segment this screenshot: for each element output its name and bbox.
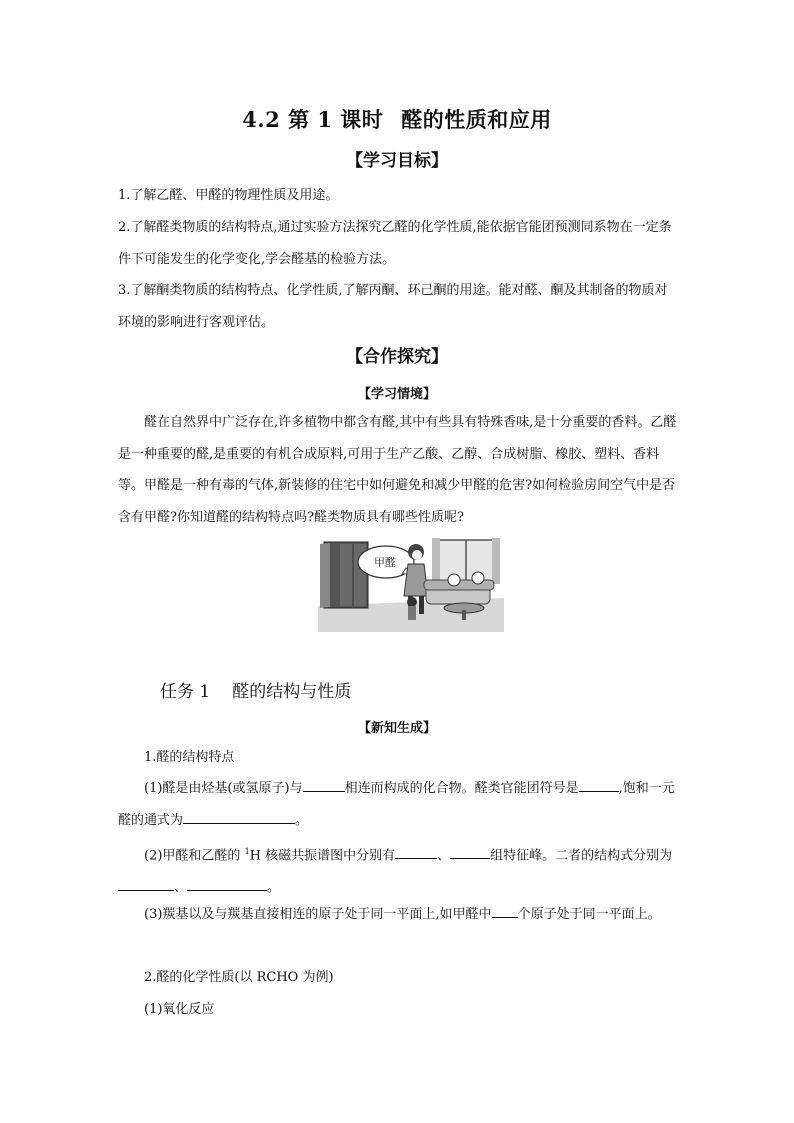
section-1-item-2: (2)甲醛和乙醛的 $^1$H 核磁共振谱图中分别有 、 组特征峰。二者的结构式分别为、 。	[118, 836, 678, 903]
task-label: 任务 1	[160, 682, 211, 702]
objectives-heading: 【学习目标】	[346, 151, 448, 171]
new-knowledge-heading: 【新知生成】	[357, 721, 436, 736]
objective-1: 1.了解乙醛、甲醛的物理性质及用途。	[118, 188, 339, 203]
answer-blank[interactable]	[118, 878, 174, 891]
context-paragraph: 醛在自然界中广泛存在,许多植物中都含有醛,其中有些具有特殊香味,是十分重要的香料。乙醛是一种重要的醛,是重要的有机合成原料,可用于生产乙酸、乙醇、合成树脂、橡胶、塑料、香料等。甲醛是一种有毒的气体,新装修的住宅中如何避免和减少甲醛的危害?如何检验房间空气中是否含有甲醛?你知道醛的结构特点吗?醛类物质具有哪些性质呢?	[118, 415, 677, 525]
task-name: 醛的结构与性质	[232, 682, 352, 702]
answer-blank[interactable]	[492, 905, 518, 918]
section-1-item-1: (1)醛是由烃基(或氢原子)与 相连而构成的化合物。醛类官能团符号是 ,饱和一元醛的通式为 。	[118, 781, 675, 828]
title-lesson: 第 1 课时	[288, 107, 384, 132]
explore-heading: 【合作探究】	[346, 347, 448, 367]
title-number: 4.2	[242, 107, 281, 132]
section-1-item-3: (3)羰基以及与羰基直接相连的原子处于同一平面上,如甲醛中 个原子处于同一平面上。	[144, 907, 661, 922]
answer-blank[interactable]	[303, 779, 345, 792]
answer-blank[interactable]	[395, 846, 437, 859]
answer-blank[interactable]	[187, 878, 267, 891]
answer-blank[interactable]	[183, 811, 295, 824]
page-title	[0, 104, 794, 134]
section-2-title: 2.醛的化学性质(以 RCHO 为例)	[144, 970, 334, 985]
bubble-label: 甲醛	[374, 556, 396, 569]
room-illustration	[318, 536, 504, 632]
answer-blank[interactable]	[579, 779, 619, 792]
context-heading: 【学习情境】	[357, 387, 436, 402]
section-2-item-1: (1)氧化反应	[144, 1002, 215, 1017]
objective-3: 3.了解酮类物质的结构特点、化学性质,了解丙酮、环己酮的用途。能对醛、酮及其制备的物质对环境的影响进行客观评估。	[118, 283, 668, 330]
section-1-title: 1.醛的结构特点	[144, 750, 235, 765]
objective-2: 2.了解醛类物质的结构特点,通过实验方法探究乙醛的化学性质,能依据官能团预测同系物在一定条件下可能发生的化学变化,学会醛基的检验方法。	[118, 220, 672, 267]
answer-blank[interactable]	[450, 846, 490, 859]
title-topic: 醛的性质和应用	[401, 107, 552, 132]
task-heading	[160, 677, 351, 702]
